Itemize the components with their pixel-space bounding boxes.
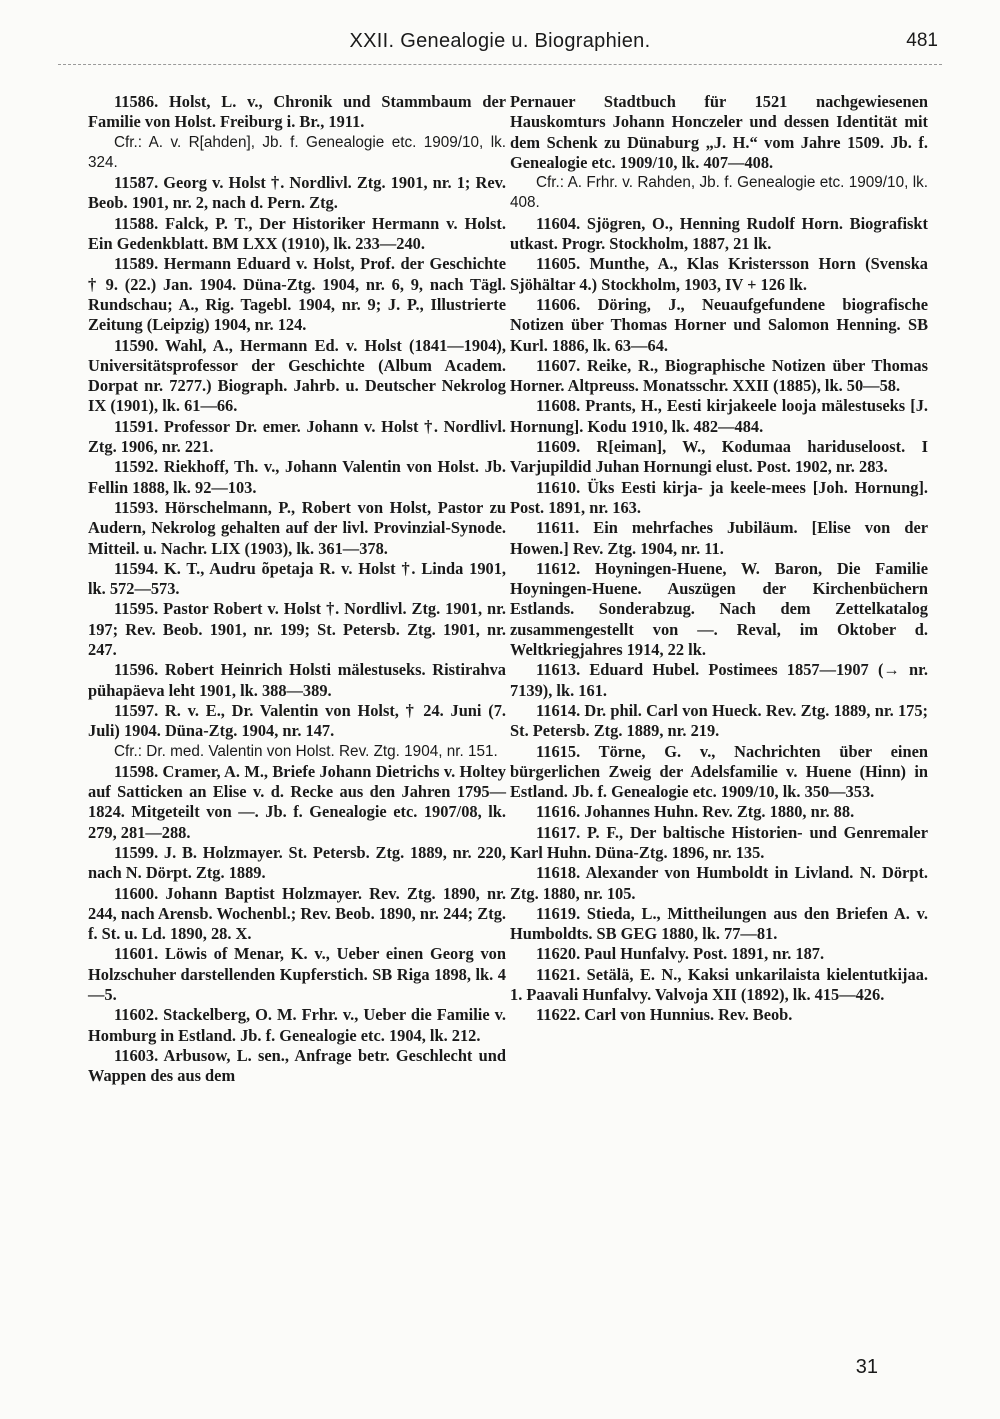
bibliography-entry: 11617. P. F., Der baltische Historien- und Genremaler Karl Huhn. Düna-Ztg. 1896, nr. 135. <box>510 822 928 862</box>
bibliography-entry: 11612. Hoyningen-Huene, W. Baron, Die Familie Hoyningen-Huene. Auszügen der Kirchenbüchern Estlands. Sonderabzug. Nach dem Zettelkatalog zusammengestellt von —. Reval, im Oktober d. Weltkriegjahres 1914, 22 lk. <box>510 558 928 660</box>
bibliography-entry: 11601. Löwis of Menar, K. v., Ueber einen Georg von Holzschuher darstellenden Kupferstich. SB Riga 1898, lk. 4—5. <box>88 944 506 1005</box>
bibliography-entry: 11596. Robert Heinrich Holsti mälestuseks. Ristirahva pühapäeva leht 1901, lk. 388—389. <box>88 660 506 700</box>
bibliography-entry: 11607. Reike, R., Biographische Notizen über Thomas Horner. Altpreuss. Monatsschr. XXII (1885), lk. 50—58. <box>510 355 928 396</box>
bibliography-entry: 11594. K. T., Audru õpetaja R. v. Holst †. Linda 1901, lk. 572—573. <box>88 558 506 599</box>
bibliography-entry: 11616. Johannes Huhn. Rev. Ztg. 1880, nr. 88. <box>536 802 855 822</box>
bibliography-entry: 11598. Cramer, A. M., Briefe Johann Dietrichs v. Holtey auf Satticken an Elise v. d. Recke aus den Jahren 1795—1824. Mitgeteilt von —. Jb. f. Genealogie etc. 1907/08, lk. 279, 281—288. <box>88 761 506 842</box>
bibliography-entry: 11613. Eduard Hubel. Postimees 1857—1907 (→ nr. 7139), lk. 161. <box>510 660 928 700</box>
signature-number: 31 <box>855 1356 878 1378</box>
bibliography-entry: 11620. Paul Hunfalvy. Post. 1891, nr. 187. <box>536 944 825 964</box>
bibliography-entry: 11592. Riekhoff, Th. v., Johann Valentin von Holst. Jb. Fellin 1888, lk. 92—103. <box>88 457 506 497</box>
bibliography-entry: 11608. Prants, H., Eesti kirjakeele looja mälestuseks [J. Hornung]. Kodu 1910, lk. 482—484. <box>510 396 928 436</box>
bibliography-entry: 11590. Wahl, A., Hermann Ed. v. Holst (1841—1904), Universitätsprofessor der Geschichte (Album Academ. Dorpat nr. 7277.) Biograph. Jahrb. u. Deutscher Nekrolog IX (1901), lk. 61—66. <box>88 335 506 416</box>
bibliography-entry: 11621. Setälä, E. N., Kaksi unkarilaista kielentutkijaa. 1. Paavali Hunfalvy. Valvoja XII (1892), lk. 415—426. <box>510 964 928 1005</box>
header-divider <box>58 64 942 65</box>
bibliography-entry: 11606. Döring, J., Neuaufgefundene biografische Notizen über Thomas Horner und Salomon Henning. SB Kurl. 1886, lk. 63—64. <box>510 294 928 355</box>
bibliography-entry: 11595. Pastor Robert v. Holst †. Nordlivl. Ztg. 1901, nr. 197; Rev. Beob. 1901, nr. 199; St. Petersb. Ztg. 1901, nr. 247. <box>88 599 506 660</box>
bibliography-entry: 11600. Johann Baptist Holzmayer. Rev. Ztg. 1890, nr. 244, nach Arensb. Wochenbl.; Rev. Beob. 1890, nr. 244; Ztg. f. St. u. Ld. 1890, 28. X. <box>88 883 506 944</box>
page-number: 481 <box>906 30 938 51</box>
bibliography-entry: 11593. Hörschelmann, P., Robert von Holst, Pastor zu Audern, Nekrolog gehalten auf der livl. Provinzial-Synode. Mitteil. u. Nachr. LIX (1903), lk. 361—378. <box>88 497 506 558</box>
bibliography-entry: 11619. Stieda, L., Mittheilungen aus den Briefen A. v. Humboldts. SB GEG 1880, lk. 77—81. <box>510 903 928 944</box>
left-column <box>88 92 506 1087</box>
right-column <box>510 92 928 1026</box>
bibliography-entry: 11602. Stackelberg, O. M. Frhr. v., Ueber die Familie v. Homburg in Estland. Jb. f. Genealogie etc. 1904, lk. 212. <box>88 1005 506 1045</box>
bibliography-entry: 11615. Törne, G. v., Nachrichten über einen bürgerlichen Zweig der Adelsfamilie v. Huene (Hinn) in Estland. Jb. f. Genealogie etc. 1909/10, lk. 350—353. <box>510 741 928 802</box>
page-header <box>0 30 1000 60</box>
bibliography-entry: 11588. Falck, P. T., Der Historiker Hermann v. Holst. Ein Gedenkblatt. BM LXX (1910), lk. 233—240. <box>88 213 506 254</box>
running-title: XXII. Genealogie u. Biographien. <box>349 30 651 52</box>
bibliography-entry: 11597. R. v. E., Dr. Valentin von Holst, † 24. Juni (7. Juli) 1904. Düna-Ztg. 1904, nr. 147. <box>88 700 506 741</box>
cross-reference: Cfr.: A. Frhr. v. Rahden, Jb. f. Genealogie etc. 1909/10, lk. 408. <box>510 174 928 212</box>
bibliography-entry: 11603. Arbusow, L. sen., Anfrage betr. Geschlecht und Wappen des aus dem <box>88 1045 506 1086</box>
bibliography-entry: Pernauer Stadtbuch für 1521 nachgewiesenen Hauskomturs Johann Honczeler und dessen Identität mit dem Schenk zu Dünaburg „J. H.“ vom Jahre 1509. Jb. f. Genealogie etc. 1909/10, lk. 407—408. <box>510 92 928 172</box>
cross-reference: Cfr.: A. v. R[ahden], Jb. f. Genealogie etc. 1909/10, lk. 324. <box>88 133 506 171</box>
bibliography-entry: 11591. Professor Dr. emer. Johann v. Holst †. Nordlivl. Ztg. 1906, nr. 221. <box>88 416 506 457</box>
bibliography-entry: 11604. Sjögren, O., Henning Rudolf Horn. Biografiskt utkast. Progr. Stockholm, 1887, 21 lk. <box>510 213 928 254</box>
bibliography-entry: 11586. Holst, L. v., Chronik und Stammbaum der Familie von Holst. Freiburg i. Br., 1911. <box>88 92 506 132</box>
bibliography-entry: 11622. Carl von Hunnius. Rev. Beob. <box>536 1005 793 1025</box>
bibliography-entry: 11614. Dr. phil. Carl von Hueck. Rev. Ztg. 1889, nr. 175; St. Petersb. Ztg. 1889, nr. 219. <box>510 700 928 741</box>
bibliography-entry: 11599. J. B. Holzmayer. St. Petersb. Ztg. 1889, nr. 220, nach N. Dörpt. Ztg. 1889. <box>88 842 506 883</box>
bibliography-entry: 11618. Alexander von Humboldt in Livland. N. Dörpt. Ztg. 1880, nr. 105. <box>510 863 928 903</box>
bibliography-entry: 11589. Hermann Eduard v. Holst, Prof. der Geschichte † 9. (22.) Jan. 1904. Düna-Ztg. 1904, nr. 6, 9, nach Tägl. Rundschau; A., Rig. Tagebl. 1904, nr. 9; J. P., Illustrierte Zeitung (Leipzig) 1904, nr. 124. <box>88 254 506 335</box>
bibliography-entry: 11587. Georg v. Holst †. Nordlivl. Ztg. 1901, nr. 1; Rev. Beob. 1901, nr. 2, nach d. Pern. Ztg. <box>88 173 506 213</box>
bibliography-entry: 11609. R[eiman], W., Kodumaa hariduseloost. I Varjupildid Juhan Hornungi elust. Post. 1902, nr. 283. <box>510 437 928 477</box>
cross-reference: Cfr.: Dr. med. Valentin von Holst. Rev. Ztg. 1904, nr. 151. <box>114 742 498 760</box>
bibliography-entry: 11610. Üks Eesti kirja- ja keele-mees [Joh. Hornung]. Post. 1891, nr. 163. <box>510 477 928 517</box>
bibliography-entry: 11605. Munthe, A., Klas Kristersson Horn (Svenska Sjöhältar 4.) Stockholm, 1903, IV + 126 lk. <box>510 254 928 294</box>
bibliography-entry: 11611. Ein mehrfaches Jubiläum. [Elise von der Howen.] Rev. Ztg. 1904, nr. 11. <box>510 518 928 558</box>
